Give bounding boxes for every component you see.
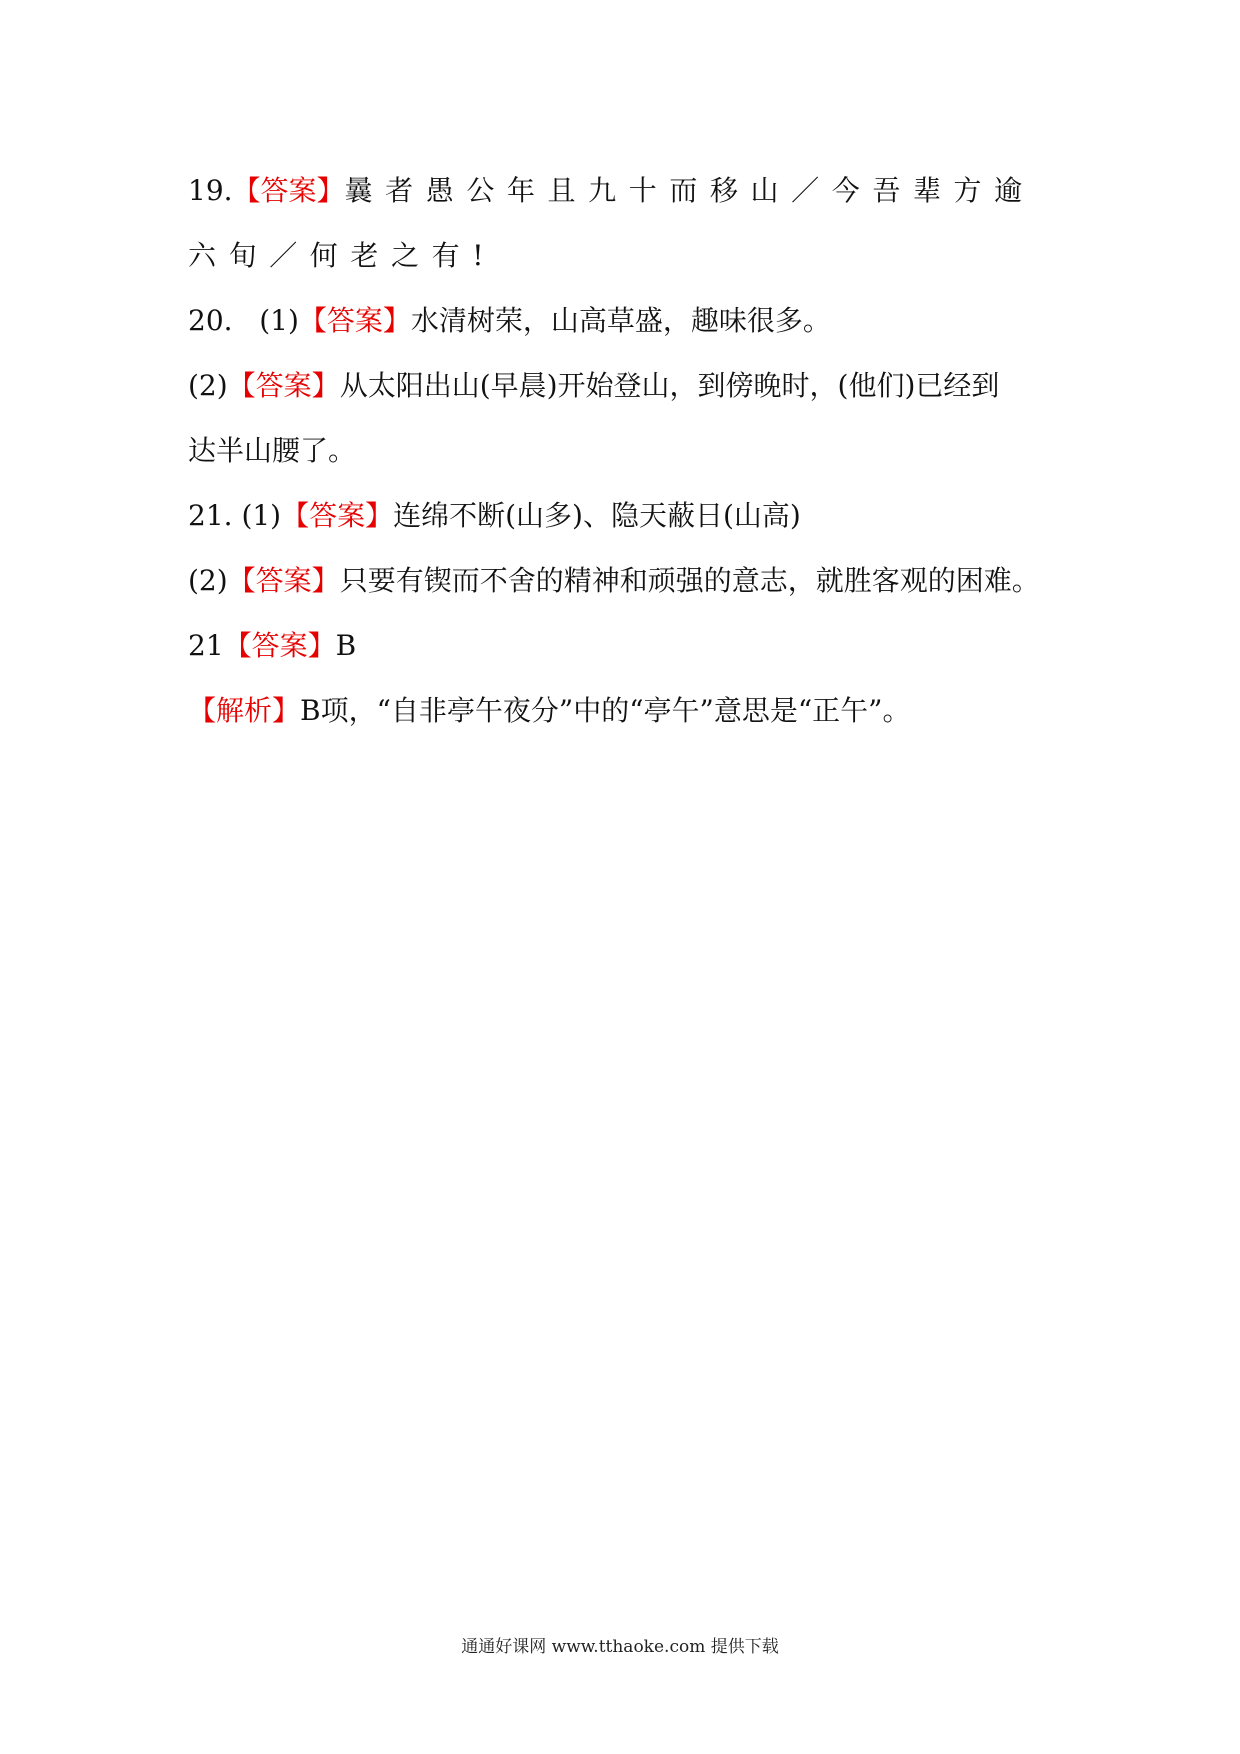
q21a-part1-prefix: (1) bbox=[241, 499, 282, 532]
q19-line-1 bbox=[188, 158, 1063, 223]
answer-list bbox=[188, 158, 1063, 743]
q19-answer-tag: 【答案】 bbox=[232, 174, 345, 207]
q21a-number: 21. bbox=[188, 499, 233, 532]
q20-part2-line-1 bbox=[188, 353, 1063, 418]
q21b-answer-tag: 【答案】 bbox=[223, 629, 336, 662]
q20-part2-answer-text-2: 达半山腰了。 bbox=[188, 434, 357, 467]
q21a-part2-prefix: (2) bbox=[188, 564, 228, 597]
q20-part2-line-2 bbox=[188, 418, 1063, 483]
q19-number: 19. bbox=[188, 174, 233, 207]
q21b-answer-text: B bbox=[335, 629, 357, 662]
q20-part1-answer-tag: 【答案】 bbox=[298, 304, 411, 337]
q21a-part1 bbox=[188, 483, 1063, 548]
q21a-part1-answer-text: 连绵不断(山多)、隐天蔽日(山高) bbox=[393, 499, 801, 532]
q19-answer-text-2: 六旬／何老之有! bbox=[188, 239, 497, 272]
q20-part2-prefix: (2) bbox=[188, 369, 228, 402]
q20-part2-answer-text-1: 从太阳出山(早晨)开始登山，到傍晚时，(他们)已经到 bbox=[339, 369, 1000, 402]
q20-part1-answer-text: 水清树荣，山高草盛，趣味很多。 bbox=[410, 304, 831, 337]
q21b-analysis-text: B项，“自非亭午夜分”中的“亭午”意思是“正午”。 bbox=[300, 694, 911, 727]
q21a-part1-answer-tag: 【答案】 bbox=[281, 499, 394, 532]
q20-part1-prefix: (1) bbox=[259, 304, 299, 337]
q21a-part2 bbox=[188, 548, 1063, 613]
q20-number: 20. bbox=[188, 304, 233, 337]
q19-line-2 bbox=[188, 223, 1063, 288]
q19-answer-text-1: 曩者愚公年且九十而移山／今吾辈方逾 bbox=[344, 174, 1035, 207]
page-footer: 通通好课网 www.tthaoke.com 提供下载 bbox=[461, 1637, 779, 1657]
q21a-part2-answer-text: 只要有锲而不舍的精神和顽强的意志，就胜客观的困难。 bbox=[339, 564, 1040, 597]
q21b-answer bbox=[188, 613, 1063, 678]
q20-part1 bbox=[188, 288, 1063, 353]
q21b-analysis-tag: 【解析】 bbox=[188, 694, 301, 727]
q20-part2-answer-tag: 【答案】 bbox=[227, 369, 340, 402]
q21b-number: 21 bbox=[188, 629, 224, 662]
q21a-part2-answer-tag: 【答案】 bbox=[227, 564, 340, 597]
q21b-analysis bbox=[188, 678, 1063, 743]
